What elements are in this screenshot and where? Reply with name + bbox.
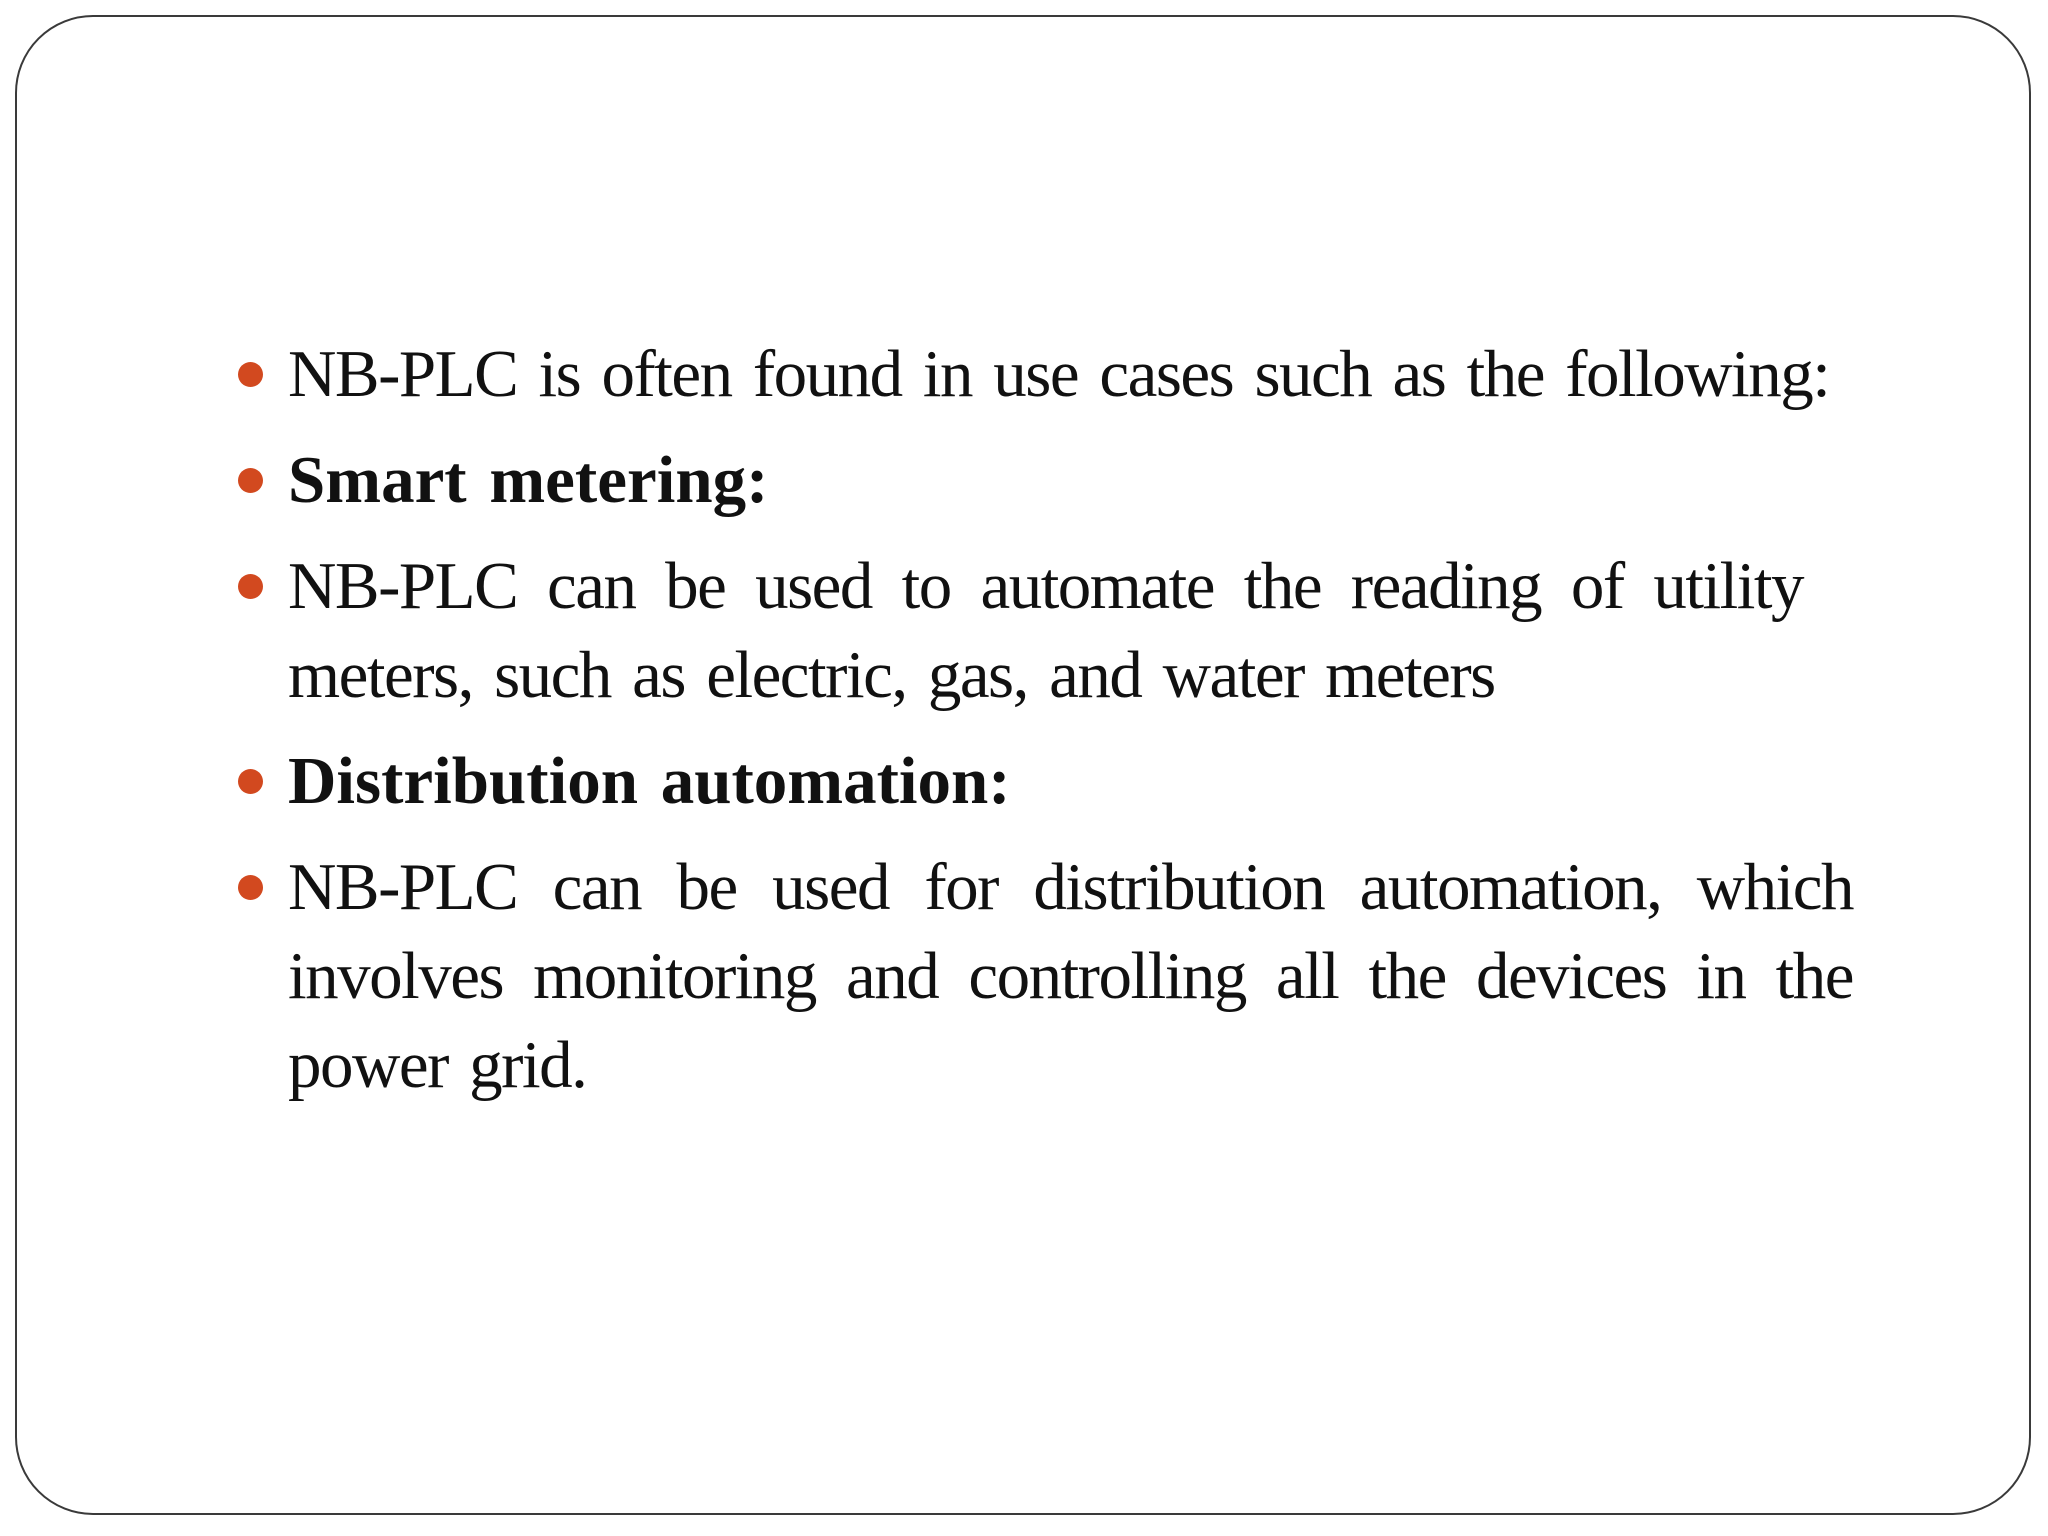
bullet-dot-icon bbox=[238, 362, 263, 387]
bullet-item-distribution-automation-body bbox=[238, 843, 1853, 1110]
bullet-item-distribution-automation-heading bbox=[238, 737, 1818, 826]
bullet-text: NB-PLC can be used for distribution automation, which involves monitoring and controlling all the devices in the power grid. bbox=[288, 850, 1853, 1102]
bullet-item-smart-metering-body bbox=[238, 542, 1818, 720]
bullet-dot-icon bbox=[238, 468, 263, 493]
bullet-dot-icon bbox=[238, 769, 263, 794]
bullet-text: NB-PLC can be used to automate the reading of utility meters, such as electric, gas, and water meters bbox=[288, 549, 1803, 712]
bullet-heading: Smart metering: bbox=[288, 443, 769, 517]
bullet-dot-icon bbox=[238, 875, 263, 900]
bullet-text: NB-PLC is often found in use cases such as the following: bbox=[288, 337, 1830, 411]
bullet-dot-icon bbox=[238, 574, 263, 599]
bullet-item-smart-metering-heading bbox=[238, 436, 1818, 525]
bullet-heading: Distribution automation: bbox=[288, 744, 1011, 818]
bullet-item-use-cases-intro bbox=[238, 330, 1830, 419]
bullet-list bbox=[238, 330, 1853, 1127]
